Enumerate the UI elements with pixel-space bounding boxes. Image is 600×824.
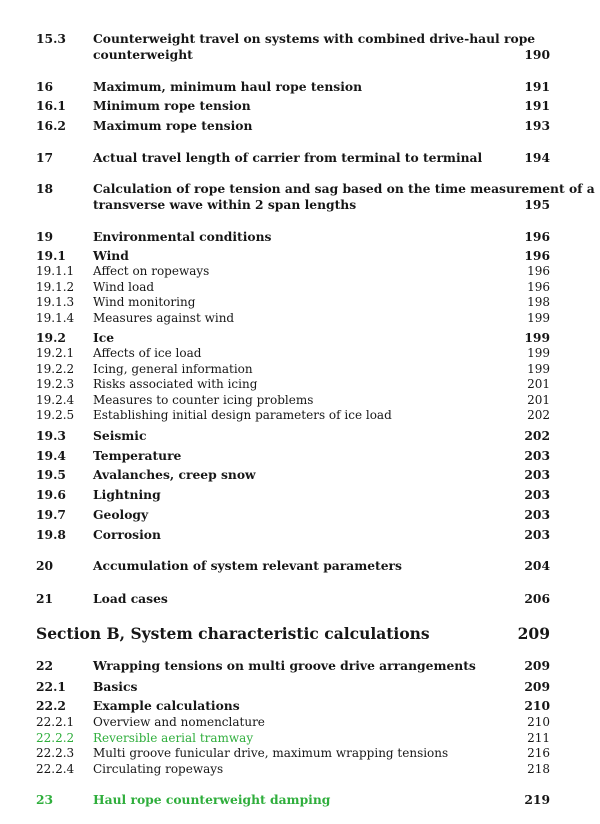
- toc-entry-title-line: Geology: [93, 507, 149, 522]
- toc-entry-number: 20: [36, 558, 54, 573]
- toc-entry-page: 196: [524, 229, 550, 244]
- toc-entry-title-line: Icing, general information: [93, 362, 253, 376]
- toc-entry-page: 202: [527, 408, 550, 422]
- toc-entry-title-line: Circulating ropeways: [93, 762, 224, 776]
- toc-entry-title: [93, 31, 535, 63]
- toc-entry-title: [93, 280, 154, 295]
- toc-entry-number: 22.2.3: [36, 746, 75, 760]
- toc-entry-title-line: Temperature: [93, 448, 182, 463]
- toc-entry-number: 19.6: [36, 487, 66, 502]
- toc-entry-title: [93, 658, 476, 674]
- toc-entry-title: [93, 264, 209, 279]
- toc-entry-title-line: Risks associated with icing: [93, 377, 258, 391]
- toc-entry-title: [93, 507, 148, 523]
- toc-entry-page: 219: [524, 792, 550, 807]
- toc-entry-page: 203: [524, 527, 550, 542]
- toc-entry-title-line: Environmental conditions: [93, 229, 272, 244]
- toc-entry-page: 193: [524, 118, 550, 133]
- toc-entry-title: [93, 487, 161, 503]
- toc-entry-title-line: Establishing initial design parameters of ice load: [93, 408, 392, 422]
- toc-entry-title-line: Wind load: [93, 280, 155, 294]
- toc-entry-number: 19.2.3: [36, 377, 75, 391]
- toc-entry-title: [93, 408, 392, 423]
- toc-entry-title: [93, 330, 114, 346]
- toc-entry-title-line: Measures to counter icing problems: [93, 393, 314, 407]
- toc-entry-number: 19.8: [36, 527, 66, 542]
- toc-entry-number: 19.3: [36, 428, 66, 443]
- toc-entry-title: [93, 248, 129, 264]
- toc-entry-title: [93, 679, 137, 695]
- toc-entry-title-line: Maximum rope tension: [93, 118, 253, 133]
- toc-entry-number: 15.3: [36, 31, 66, 46]
- toc-entry-title-line: Example calculations: [93, 698, 240, 713]
- toc-entry-title-line: Corrosion: [93, 527, 161, 542]
- toc-entry-page: 210: [524, 698, 550, 713]
- toc-entry-page: 194: [524, 150, 550, 165]
- toc-entry-title: [93, 527, 161, 543]
- toc-entry-page: 203: [524, 448, 550, 463]
- toc-entry-title-line: Wind monitoring: [93, 295, 196, 309]
- toc-entry-page: 199: [524, 330, 550, 345]
- toc-entry-title: [93, 591, 168, 607]
- toc-entry-title: [93, 715, 265, 730]
- toc-entry-number: 16.1: [36, 98, 66, 113]
- toc-entry-title-line: Counterweight travel on systems with combined drive-haul rope: [93, 31, 536, 46]
- toc-entry-number: 19.4: [36, 448, 66, 463]
- toc-entry-number: 22: [36, 658, 54, 673]
- toc-entry-title-line: Basics: [93, 679, 138, 694]
- toc-entry-title: [93, 229, 271, 245]
- toc-entry-title-line: Measures against wind: [93, 311, 235, 325]
- toc-entry-page: 203: [524, 467, 550, 482]
- toc-entry-number: 19.2: [36, 330, 66, 345]
- toc-entry-title: [93, 746, 448, 761]
- toc-entry-page: 216: [527, 746, 550, 760]
- toc-entry-number: 19.2.5: [36, 408, 75, 422]
- toc-entry-title: [93, 698, 240, 714]
- toc-entry-page: 199: [527, 346, 550, 360]
- toc-entry-number: 19.1.4: [36, 311, 75, 325]
- toc-entry-page: 206: [524, 591, 550, 606]
- toc-entry-page: 196: [527, 264, 550, 278]
- toc-entry-number: 19.2.2: [36, 362, 75, 376]
- toc-entry-title-line: Reversible aerial tramway: [93, 731, 254, 745]
- toc-entry-title: [93, 311, 234, 326]
- toc-entry-page: 190: [524, 47, 550, 62]
- toc-entry-title: [93, 393, 313, 408]
- toc-entry-title: [93, 362, 253, 377]
- toc-entry-number: 23: [36, 792, 54, 807]
- toc-entry-title-line: Wrapping tensions on multi groove drive arrangements: [93, 658, 476, 673]
- toc-entry-page: 203: [524, 507, 550, 522]
- toc-entry-number: 22.2: [36, 698, 66, 713]
- toc-entry-page: 199: [527, 362, 550, 376]
- toc-entry-title: [93, 377, 257, 392]
- toc-entry-title: [93, 467, 256, 483]
- toc-entry-title-line: Actual travel length of carrier from terminal to terminal: [93, 150, 483, 165]
- toc-entry-number: 22.2.2: [36, 731, 75, 745]
- toc-entry-title-line: Ice: [93, 330, 115, 345]
- toc-entry-title: [93, 792, 330, 808]
- toc-entry-title-line: Avalanches, creep snow: [93, 467, 256, 482]
- toc-entry-title-line: Affect on ropeways: [93, 264, 210, 278]
- toc-entry-page: 198: [527, 295, 550, 309]
- toc-entry-page: 203: [524, 487, 550, 502]
- toc-entry-title-line: Affects of ice load: [93, 346, 202, 360]
- toc-entry-page: 211: [527, 731, 550, 745]
- toc-entry-page: 210: [527, 715, 550, 729]
- toc-entry-page: 191: [524, 98, 550, 113]
- toc-entry-title-line: Multi groove funicular drive, maximum wrapping tensions: [93, 746, 449, 760]
- toc-entry-number: 19.1: [36, 248, 66, 263]
- toc-entry-number: 17: [36, 150, 54, 165]
- toc-entry-page: 204: [524, 558, 550, 573]
- toc-entry-title: [93, 731, 253, 746]
- toc-entry-title: [93, 428, 146, 444]
- toc-entry-title-line: Wind: [93, 248, 129, 263]
- toc-entry-title: [93, 762, 223, 777]
- toc-entry-page: 218: [527, 762, 550, 776]
- toc-entry-number: 22.1: [36, 679, 66, 694]
- toc-entry-title-line: Load cases: [93, 591, 168, 606]
- toc-entry-page: 202: [524, 428, 550, 443]
- toc-entry-page: 196: [524, 248, 550, 263]
- toc-entry-title: [93, 181, 595, 213]
- toc-entry-number: 18: [36, 181, 54, 196]
- toc-entry-page: 191: [524, 79, 550, 94]
- toc-entry-page: 196: [527, 280, 550, 294]
- toc-entry-number: 19.2.1: [36, 346, 75, 360]
- toc-entry-title-line: transverse wave within 2 span lengths: [93, 197, 357, 212]
- toc-entry-number: 19: [36, 229, 54, 244]
- toc-entry-number: 19.7: [36, 507, 66, 522]
- toc-entry-page: 209: [517, 624, 550, 643]
- toc-entry-number: 16: [36, 79, 54, 94]
- toc-entry-title: [93, 79, 362, 95]
- toc-entry-title-line: Maximum, minimum haul rope tension: [93, 79, 363, 94]
- toc-entry-number: 22.2.4: [36, 762, 75, 776]
- toc-entry-title-line: Section B, System characteristic calculations: [36, 624, 430, 643]
- toc-entry-title: [93, 558, 402, 574]
- toc-entry-title: [93, 346, 201, 361]
- toc-entry-number: 19.1.3: [36, 295, 75, 309]
- toc-entry-title-line: Lightning: [93, 487, 161, 502]
- toc-entry-number: 22.2.1: [36, 715, 75, 729]
- toc-entry-title: [93, 118, 252, 134]
- toc-entry-number: 16.2: [36, 118, 66, 133]
- toc-entry-title-line: Calculation of rope tension and sag based on the time measurement of a: [93, 181, 595, 196]
- toc-entry-title: [93, 150, 482, 166]
- toc-entry-number: 19.1.2: [36, 280, 75, 294]
- toc-entry-title-line: Minimum rope tension: [93, 98, 251, 113]
- toc-entry-page: 209: [524, 679, 550, 694]
- toc-entry-number: 19.2.4: [36, 393, 75, 407]
- toc-entry-number: 19.5: [36, 467, 66, 482]
- toc-entry-page: 199: [527, 311, 550, 325]
- toc-entry-number: 19.1.1: [36, 264, 75, 278]
- toc-entry-title: [93, 448, 181, 464]
- toc-entry-page: 201: [527, 393, 550, 407]
- toc-entry-title-line: counterweight: [93, 47, 193, 62]
- toc-entry-page: 209: [524, 658, 550, 673]
- toc-entry-title: [93, 98, 251, 114]
- toc-entry-title: [36, 624, 430, 644]
- toc-entry-title-line: Accumulation of system relevant parameters: [93, 558, 402, 573]
- toc-entry-page: 195: [524, 197, 550, 212]
- toc-entry-number: 21: [36, 591, 54, 606]
- toc-entry-page: 201: [527, 377, 550, 391]
- toc-entry-title-line: Haul rope counterweight damping: [93, 792, 331, 807]
- toc-entry-title-line: Overview and nomenclature: [93, 715, 265, 729]
- toc-entry-title: [93, 295, 195, 310]
- toc-entry-title-line: Seismic: [93, 428, 147, 443]
